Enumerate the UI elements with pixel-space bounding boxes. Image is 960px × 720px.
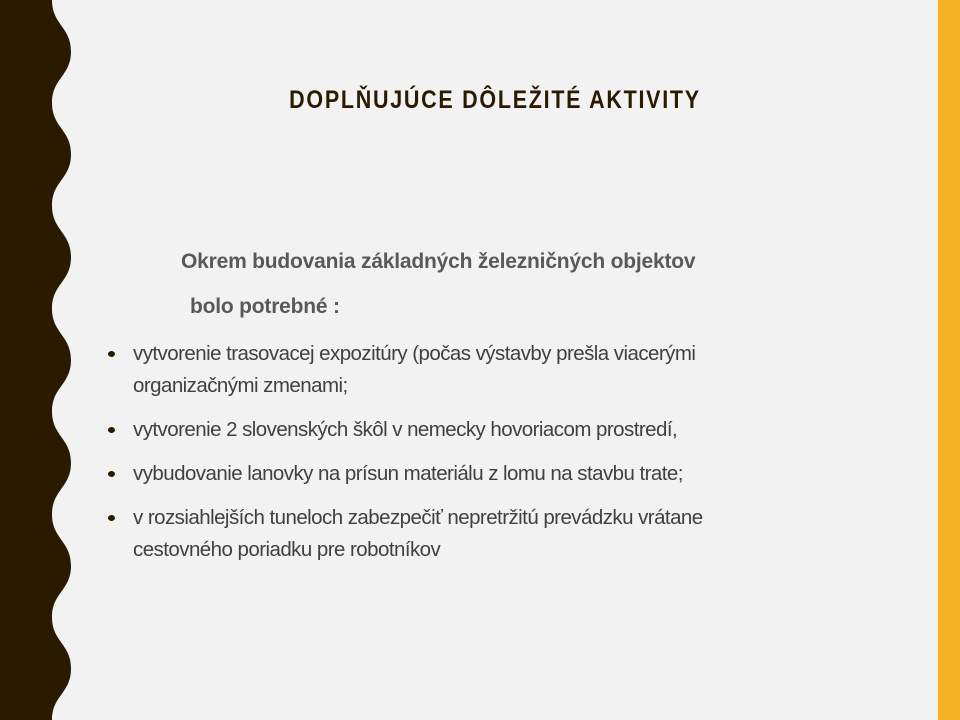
bullet-list <box>108 338 908 578</box>
intro-line-2: bolo potrebné : <box>190 295 340 318</box>
bullet-item: v rozsiahlejších tuneloch zabezpečiť nepretržitú prevádzku vrátane cestovného poriadku pre robotníkov <box>108 502 908 566</box>
bullet-item: vytvorenie trasovacej expozitúry (počas výstavby prešla viacerými organizačnými zmenami; <box>108 338 908 402</box>
bullet-item: vybudovanie lanovky na prísun materiálu z lomu na stavbu trate; <box>108 458 908 490</box>
accent-bar-right <box>938 0 960 720</box>
bullet-icon <box>108 515 115 521</box>
intro-line-1: Okrem budovania základných železničných objektov <box>181 250 696 273</box>
bullet-icon <box>108 427 115 433</box>
wave-shape <box>0 0 71 720</box>
bullet-item: vytvorenie 2 slovenských škôl v nemecky hovoriacom prostredí, <box>108 414 908 446</box>
bullet-icon <box>108 351 115 357</box>
slide-title: DOPLŇUJÚCE DÔLEŽITÉ AKTIVITY <box>289 86 701 114</box>
bullet-icon <box>108 471 115 477</box>
wavy-left-border <box>0 0 80 720</box>
